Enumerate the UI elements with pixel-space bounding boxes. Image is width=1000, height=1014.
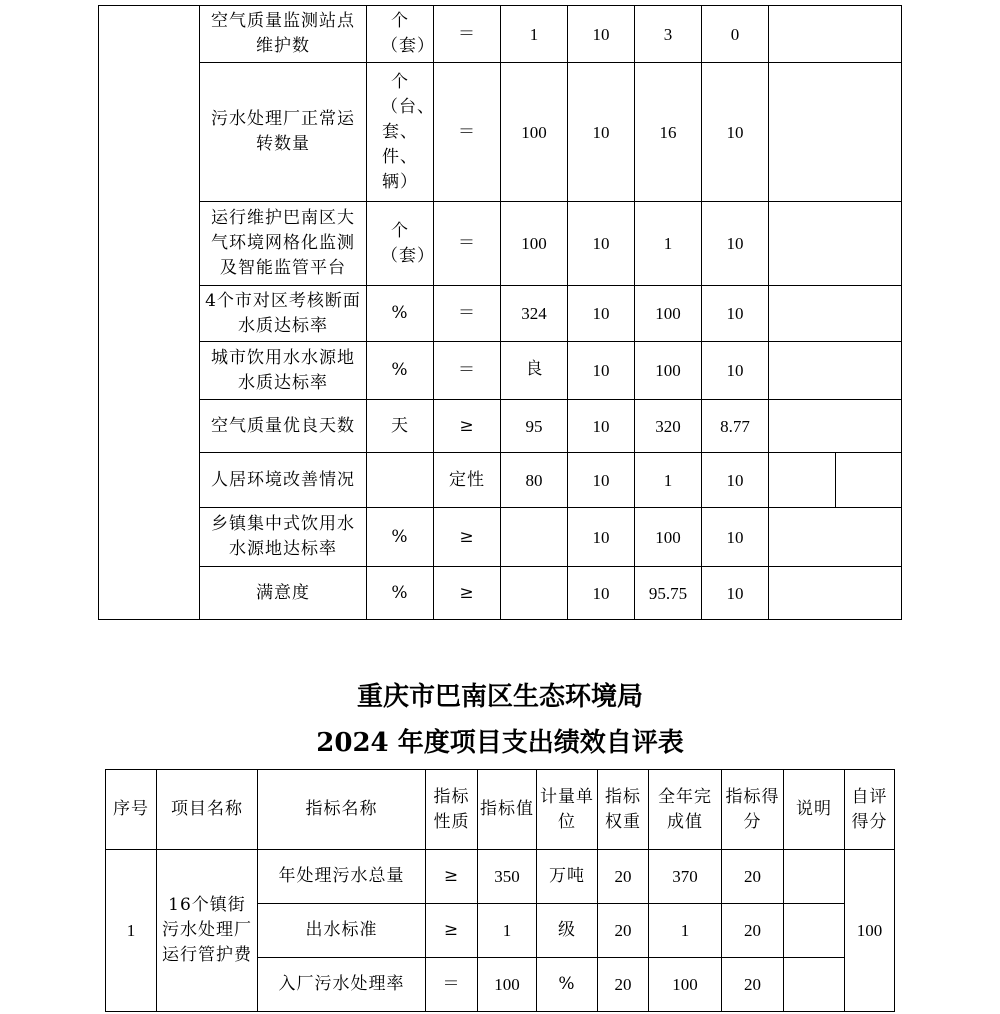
note-cell xyxy=(769,567,902,620)
target-cell: 95 xyxy=(501,400,568,453)
operator-cell: ＝ xyxy=(434,63,501,202)
unit-cell: 个（套） xyxy=(367,202,434,286)
table-row xyxy=(99,6,902,63)
operator-cell: 定性 xyxy=(434,453,501,508)
operator-cell: ≥ xyxy=(434,400,501,453)
actual-cell: 320 xyxy=(635,400,702,453)
indicator-name: 人居环境改善情况 xyxy=(200,453,367,508)
target-cell: 324 xyxy=(501,286,568,342)
score-cell: 20 xyxy=(722,850,784,904)
unit-cell: 天 xyxy=(367,400,434,453)
inner-divider-line xyxy=(835,453,836,507)
note-cell xyxy=(769,508,902,567)
unit-cell: % xyxy=(367,567,434,620)
note-cell xyxy=(769,202,902,286)
report-title-line1: 重庆市巴南区生态环境局 xyxy=(356,682,643,712)
indicator-name: 空气质量监测站点维护数 xyxy=(200,6,367,63)
indicator-name: 城市饮用水水源地水质达标率 xyxy=(200,342,367,400)
table-row xyxy=(106,850,895,904)
score-cell: 20 xyxy=(722,904,784,958)
value-cell: 1 xyxy=(478,904,537,958)
weight-cell: 10 xyxy=(568,286,635,342)
unit-cell: 万吨 xyxy=(537,850,598,904)
weight-cell: 10 xyxy=(568,63,635,202)
indicator-name: 运行维护巴南区大气环境网格化监测及智能监管平台 xyxy=(200,202,367,286)
table-row xyxy=(99,202,902,286)
operator-cell: ＝ xyxy=(434,6,501,63)
score-cell: 10 xyxy=(702,453,769,508)
unit-cell: 级 xyxy=(537,904,598,958)
note-cell xyxy=(769,342,902,400)
weight-cell: 10 xyxy=(568,453,635,508)
actual-cell: 100 xyxy=(635,508,702,567)
table-row xyxy=(99,453,902,508)
actual-cell: 1 xyxy=(635,453,702,508)
actual-cell: 370 xyxy=(649,850,722,904)
target-cell: 80 xyxy=(501,453,568,508)
indicator-name: 乡镇集中式饮用水水源地达标率 xyxy=(200,508,367,567)
actual-cell: 95.75 xyxy=(635,567,702,620)
weight-cell: 10 xyxy=(568,342,635,400)
operator-cell: ＝ xyxy=(434,342,501,400)
header-self-score: 自评得分 xyxy=(845,770,895,850)
indicator-table-continued xyxy=(98,5,902,620)
header-nature: 指标性质 xyxy=(426,770,478,850)
actual-cell: 100 xyxy=(635,342,702,400)
weight-cell: 10 xyxy=(568,508,635,567)
nature-cell: ≥ xyxy=(426,850,478,904)
operator-cell: ≥ xyxy=(434,508,501,567)
note-cell xyxy=(769,63,902,202)
project-name-cell: 16个镇街污水处理厂运行管护费 xyxy=(157,850,258,1012)
header-score: 指标得分 xyxy=(722,770,784,850)
header-note: 说明 xyxy=(784,770,845,850)
unit-cell: % xyxy=(537,958,598,1012)
seq-cell: 1 xyxy=(106,850,157,1012)
weight-cell: 20 xyxy=(598,958,649,1012)
score-cell: 0 xyxy=(702,6,769,63)
table-row xyxy=(99,508,902,567)
note-cell xyxy=(769,453,902,508)
header-value: 指标值 xyxy=(478,770,537,850)
header-seq: 序号 xyxy=(106,770,157,850)
nature-cell: ＝ xyxy=(426,958,478,1012)
blank-merged-cell xyxy=(99,6,200,620)
self-evaluation-table xyxy=(105,769,895,1012)
actual-cell: 100 xyxy=(635,286,702,342)
indicator-name: 满意度 xyxy=(200,567,367,620)
score-cell: 10 xyxy=(702,342,769,400)
indicator-name: 入厂污水处理率 xyxy=(258,958,426,1012)
target-cell xyxy=(501,567,568,620)
score-cell: 10 xyxy=(702,63,769,202)
score-cell: 8.77 xyxy=(702,400,769,453)
unit-cell: 个（套） xyxy=(367,6,434,63)
table-row xyxy=(99,63,902,202)
table-row xyxy=(99,342,902,400)
unit-cell: % xyxy=(367,286,434,342)
actual-cell: 3 xyxy=(635,6,702,63)
indicator-name: 4个市对区考核断面水质达标率 xyxy=(200,286,367,342)
note-cell xyxy=(784,958,845,1012)
header-actual: 全年完成值 xyxy=(649,770,722,850)
target-cell: 100 xyxy=(501,63,568,202)
weight-cell: 20 xyxy=(598,850,649,904)
table-row xyxy=(99,400,902,453)
weight-cell: 10 xyxy=(568,202,635,286)
score-cell: 20 xyxy=(722,958,784,1012)
indicator-name: 年处理污水总量 xyxy=(258,850,426,904)
unit-cell: % xyxy=(367,342,434,400)
value-cell: 350 xyxy=(478,850,537,904)
actual-cell: 1 xyxy=(649,904,722,958)
weight-cell: 10 xyxy=(568,567,635,620)
operator-cell: ≥ xyxy=(434,567,501,620)
note-cell xyxy=(769,286,902,342)
header-project: 项目名称 xyxy=(157,770,258,850)
note-cell xyxy=(784,904,845,958)
indicator-name: 空气质量优良天数 xyxy=(200,400,367,453)
actual-cell: 16 xyxy=(635,63,702,202)
target-cell: 良 xyxy=(501,342,568,400)
actual-cell: 100 xyxy=(649,958,722,1012)
header-indicator: 指标名称 xyxy=(258,770,426,850)
operator-cell: ＝ xyxy=(434,202,501,286)
note-cell xyxy=(769,6,902,63)
report-title-line2: 2024 年度项目支出绩效自评表 xyxy=(316,728,684,758)
target-cell xyxy=(501,508,568,567)
note-cell xyxy=(784,850,845,904)
unit-cell xyxy=(367,453,434,508)
nature-cell: ≥ xyxy=(426,904,478,958)
weight-cell: 20 xyxy=(598,904,649,958)
operator-cell: ＝ xyxy=(434,286,501,342)
indicator-name: 污水处理厂正常运转数量 xyxy=(200,63,367,202)
unit-cell: 个（台、套、件、辆） xyxy=(367,63,434,202)
weight-cell: 10 xyxy=(568,400,635,453)
header-weight: 指标权重 xyxy=(598,770,649,850)
score-cell: 10 xyxy=(702,567,769,620)
target-cell: 100 xyxy=(501,202,568,286)
header-unit: 计量单位 xyxy=(537,770,598,850)
score-cell: 10 xyxy=(702,202,769,286)
table-row xyxy=(99,286,902,342)
actual-cell: 1 xyxy=(635,202,702,286)
note-cell xyxy=(769,400,902,453)
indicator-name: 出水标准 xyxy=(258,904,426,958)
weight-cell: 10 xyxy=(568,6,635,63)
header-row xyxy=(106,770,895,850)
unit-cell: % xyxy=(367,508,434,567)
value-cell: 100 xyxy=(478,958,537,1012)
score-cell: 10 xyxy=(702,508,769,567)
target-cell: 1 xyxy=(501,6,568,63)
table-row xyxy=(99,567,902,620)
score-cell: 10 xyxy=(702,286,769,342)
self-score-cell: 100 xyxy=(845,850,895,1012)
